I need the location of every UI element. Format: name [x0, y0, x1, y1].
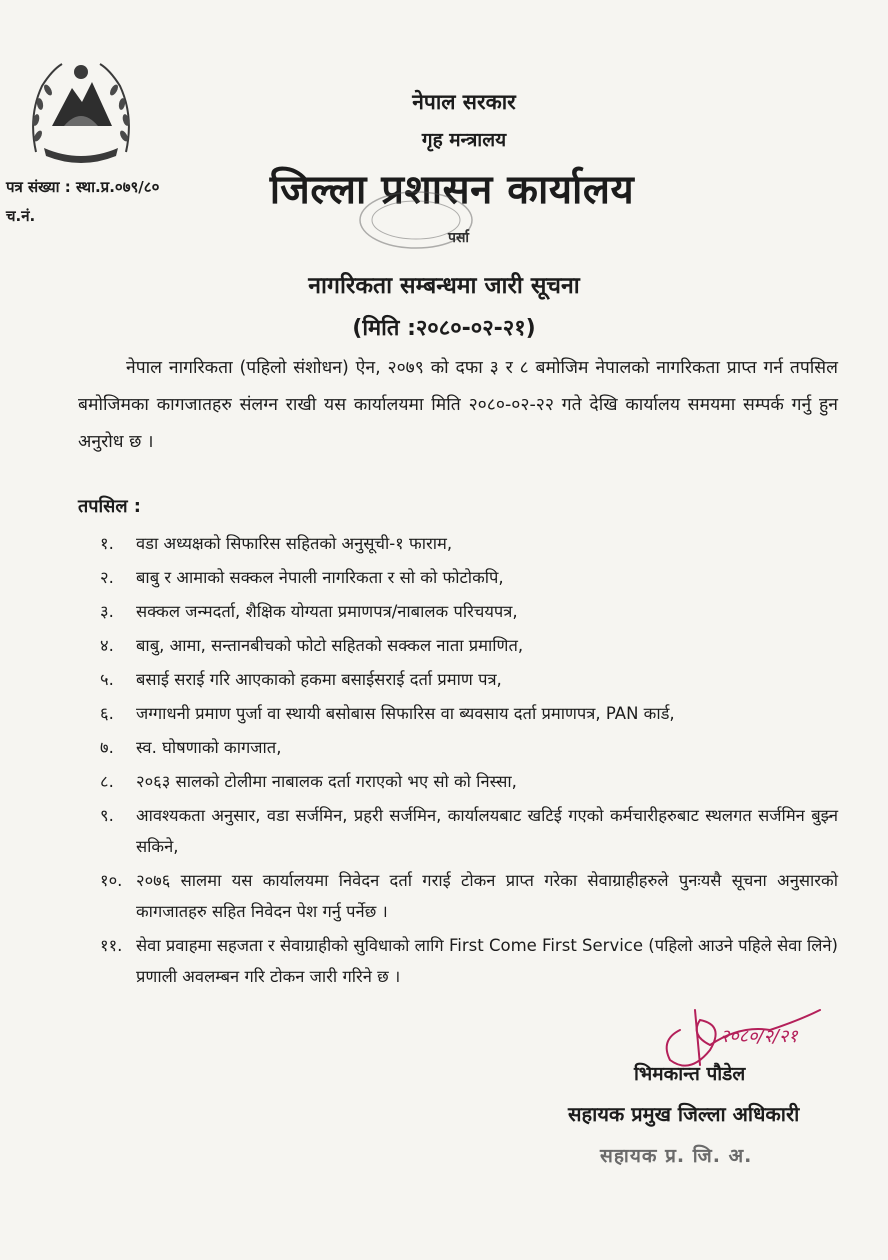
notice-body: नेपाल नागरिकता (पहिलो संशोधन) ऐन, २०७९ को दफा ३ र ८ बमोजिम नेपालको नागरिकता प्राप्त गर्न तपसिल बमोजिमका कागजातहरु संलग्न राखी यस कार्यालयमा मिति २०८०-०२-२२ गते देखि कार्यालय समयमा सम्पर्क गर्नु हुन अनुरोध छ ।	[78, 358, 838, 452]
list-item	[100, 528, 838, 559]
item-number: ६.	[100, 704, 114, 723]
list-item	[100, 930, 838, 992]
item-text: स्व. घोषणाको कागजात,	[136, 738, 282, 757]
item-text: वडा अध्यक्षको सिफारिस सहितको अनुसूची-१ फाराम,	[136, 534, 453, 553]
item-number: १.	[100, 534, 114, 553]
dispatch-number: च.नं.	[6, 207, 36, 225]
item-text: सक्कल जन्मदर्ता, शैक्षिक योग्यता प्रमाणपत्र/नाबालक परिचयपत्र,	[136, 602, 518, 621]
list-item	[100, 630, 838, 661]
item-number: ४.	[100, 636, 114, 655]
ministry-name: गृह मन्त्रालय	[421, 129, 507, 151]
list-item	[100, 732, 838, 763]
notice-date: (मिति :२०८०-०२-२१)	[352, 316, 536, 341]
signatory-designation: सहायक प्रमुख जिल्ला अधिकारी	[568, 1102, 800, 1126]
notice-subject: नागरिकता सम्बन्धमा जारी सूचना	[308, 273, 580, 299]
signatory-name: भिमकान्त पौडेल	[634, 1063, 746, 1085]
item-number: १०.	[100, 871, 123, 890]
item-number: ११.	[100, 936, 123, 955]
designation-stamp: सहायक प्र. जि. अ.	[600, 1145, 753, 1167]
letter-number: पत्र संख्या : स्था.प्र.०७९/८०	[6, 178, 160, 196]
item-number: ८.	[100, 772, 114, 791]
list-item	[100, 766, 838, 797]
item-text: सेवा प्रवाहमा सहजता र सेवाग्राहीको सुविधाको लागि First Come First Service (पहिलो आउने पहिले सेवा लिने) प्रणाली अवलम्बन गरि टोकन जारी गरिने छ ।	[136, 936, 838, 986]
list-item	[100, 698, 838, 729]
list-item	[100, 865, 838, 927]
item-text: २०७६ सालमा यस कार्यालयमा निवेदन दर्ता गराई टोकन प्राप्त गरेका सेवाग्राहीहरुले पुनःयसै सूचना अनुसारको कागजातहरु सहित निवेदन पेश गर्नु पर्नेछ ।	[136, 871, 838, 921]
item-number: ३.	[100, 602, 114, 621]
item-text: जग्गाधनी प्रमाण पुर्जा वा स्थायी बसोबास सिफारिस वा ब्यवसाय दर्ता प्रमाणपत्र, PAN कार्ड,	[136, 704, 675, 723]
office-name: जिल्ला प्रशासन कार्यालय	[269, 167, 635, 213]
list-item	[100, 664, 838, 695]
requirement-list	[100, 528, 838, 995]
stamp-district: पर्सा	[448, 230, 470, 246]
government-name: नेपाल सरकार	[412, 90, 516, 114]
list-title: तपसिल :	[78, 496, 141, 517]
item-number: २.	[100, 568, 114, 587]
list-item	[100, 596, 838, 627]
item-text: आवश्यकता अनुसार, वडा सर्जमिन, प्रहरी सर्जमिन, कार्यालयबाट खटिई गएको कर्मचारीहरुबाट स्थलगत सर्जमिन बुझ्न सकिने,	[136, 806, 838, 856]
list-item	[100, 800, 838, 862]
item-text: बाबु र आमाको सक्कल नेपाली नागरिकता र सो को फोटोकपि,	[136, 568, 504, 587]
signature-date: २०८०/२/२१	[720, 1026, 798, 1047]
item-text: बसाई सराई गरि आएकाको हकमा बसाईसराई दर्ता प्रमाण पत्र,	[136, 670, 502, 689]
item-number: ९.	[100, 806, 114, 825]
item-text: २०६३ सालको टोलीमा नाबालक दर्ता गराएको भए सो को निस्सा,	[136, 772, 517, 791]
item-number: ५.	[100, 670, 114, 689]
item-number: ७.	[100, 738, 114, 757]
list-item	[100, 562, 838, 593]
item-text: बाबु, आमा, सन्तानबीचको फोटो सहितको सक्कल नाता प्रमाणित,	[136, 636, 524, 655]
